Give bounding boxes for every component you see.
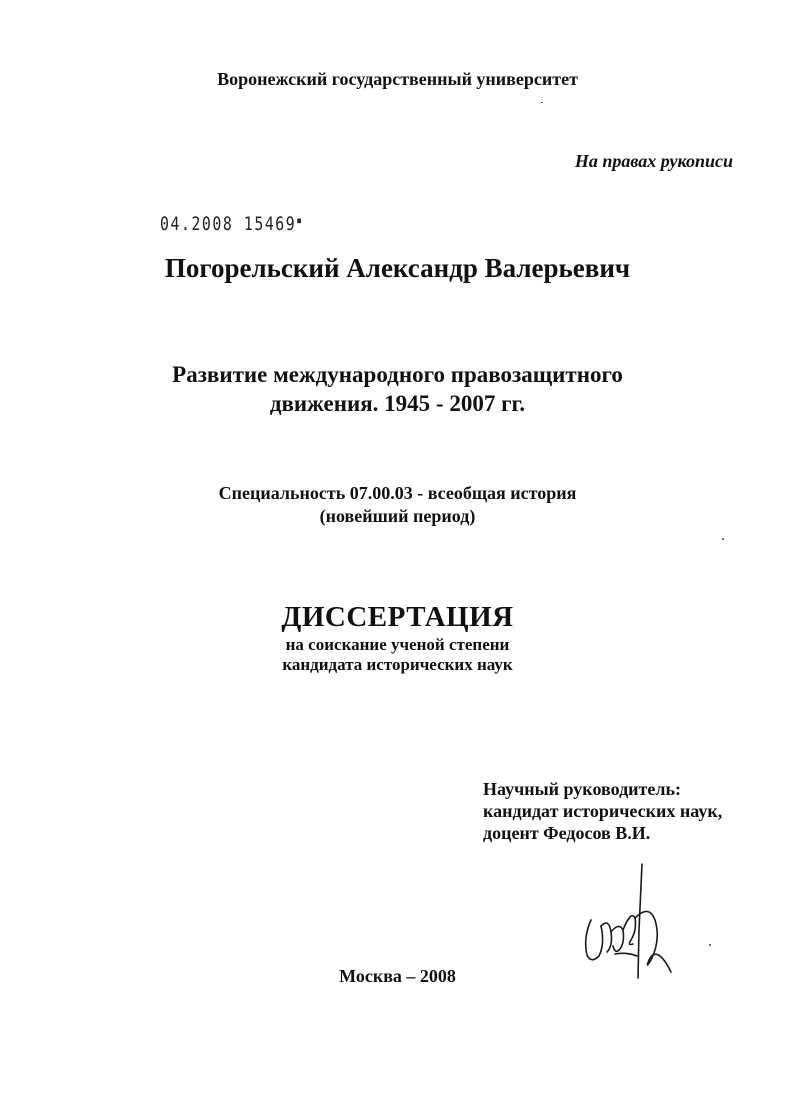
- catalog-mark: ▪: [296, 213, 304, 227]
- university-name: Воронежский государственный университет: [217, 69, 578, 89]
- degree-line-1: на соискание ученой степени: [285, 635, 510, 654]
- city-year: Москва – 2008: [339, 966, 456, 986]
- dissertation-heading: ДИССЕРТАЦИЯ: [281, 601, 514, 633]
- catalog-number: [160, 213, 303, 235]
- scan-speck-2: [722, 538, 724, 540]
- specialty: [0, 482, 795, 528]
- degree-line-2: кандидата исторических наук: [282, 655, 513, 674]
- supervisor-line-1: Научный руководитель:: [483, 779, 681, 799]
- title-line-2: движения. 1945 - 2007 гг.: [269, 391, 526, 416]
- dissertation-title: [0, 360, 795, 418]
- author-name: Погорельский Александр Валерьевич: [164, 253, 631, 283]
- rights-note: На правах рукописи: [574, 151, 733, 171]
- catalog-number-text: 04.2008 15469: [160, 213, 297, 235]
- specialty-line-1: Специальность 07.00.03 - всеобщая история: [218, 483, 577, 503]
- supervisor-line-3: доцент Федосов В.И.: [483, 823, 651, 843]
- supervisor-line-2: кандидат исторических наук,: [483, 801, 723, 821]
- title-line-1: Развитие международного правозащитного: [172, 362, 623, 387]
- scan-speck-1: [541, 102, 543, 103]
- scan-speck-3: [709, 944, 711, 946]
- specialty-line-2: (новейший период): [319, 506, 476, 526]
- supervisor-block: [483, 778, 722, 844]
- degree-description: [0, 635, 795, 675]
